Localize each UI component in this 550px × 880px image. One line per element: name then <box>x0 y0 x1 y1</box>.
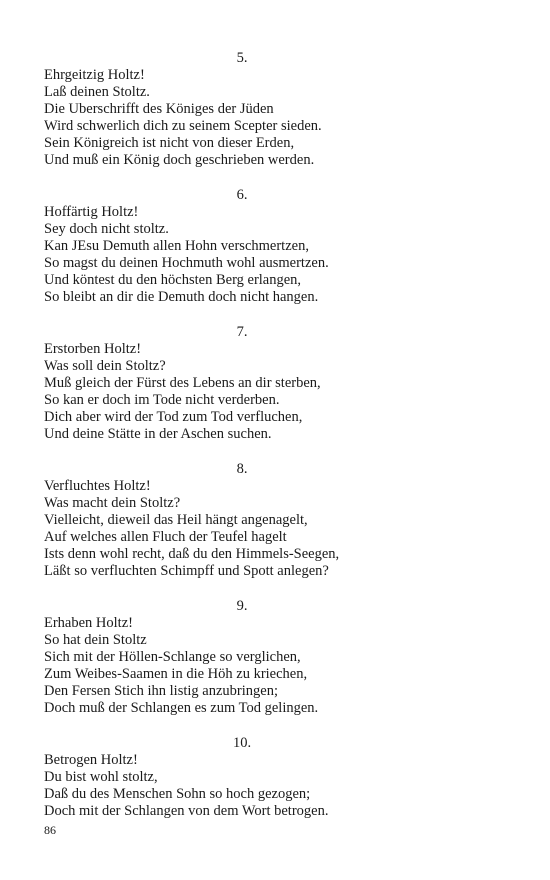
verse-line: Du bist wohl stoltz, <box>44 769 158 785</box>
verse-line: Dich aber wird der Tod zum Tod verfluchen, <box>44 409 303 425</box>
stanza-number: 5. <box>236 50 248 66</box>
stanza-number: 9. <box>236 598 248 614</box>
verse-line: Vielleicht, dieweil das Heil hängt angenagelt, <box>44 512 308 528</box>
verse-line: Zum Weibes-Saamen in die Höh zu kriechen, <box>44 666 308 682</box>
stanza-6 <box>44 187 444 306</box>
stanza-number: 8. <box>236 461 248 477</box>
stanza-8 <box>44 461 444 580</box>
verse-line: So hat dein Stoltz <box>44 632 147 648</box>
poem-page <box>44 50 444 838</box>
verse-line: Kan JEsu Demuth allen Hohn verschmertzen, <box>44 238 309 254</box>
verse-line: Laß deinen Stoltz. <box>44 84 150 100</box>
verse-line: Was macht dein Stoltz? <box>44 495 181 511</box>
verse-line: Doch mit der Schlangen von dem Wort betrogen. <box>44 803 329 819</box>
stanza-9 <box>44 598 444 717</box>
verse-line: Daß du des Menschen Sohn so hoch gezogen; <box>44 786 311 802</box>
verse-line: Erstorben Holtz! <box>44 341 142 357</box>
verse-line: Und köntest du den höchsten Berg erlangen, <box>44 272 302 288</box>
verse-line: Und deine Stätte in der Aschen suchen. <box>44 426 272 442</box>
verse-line: So kan er doch im Tode nicht verderben. <box>44 392 280 408</box>
verse-line: Betrogen Holtz! <box>44 752 138 768</box>
verse-line: Doch muß der Schlangen es zum Tod gelingen. <box>44 700 319 716</box>
verse-line: Hoffärtig Holtz! <box>44 204 139 220</box>
verse-line: Erhaben Holtz! <box>44 615 133 631</box>
verse-line: Ists denn wohl recht, daß du den Himmels-Seegen, <box>44 546 340 562</box>
stanza-7 <box>44 324 444 443</box>
verse-line: Sey doch nicht stoltz. <box>44 221 169 237</box>
stanza-number: 10. <box>232 735 252 751</box>
verse-line: Sich mit der Höllen-Schlange so verglichen, <box>44 649 301 665</box>
verse-line: Was soll dein Stoltz? <box>44 358 166 374</box>
page-number: 86 <box>44 823 56 837</box>
verse-line: Die Uberschrifft des Königes der Jüden <box>44 101 274 117</box>
verse-line: Den Fersen Stich ihn listig anzubringen; <box>44 683 278 699</box>
verse-line: Ehrgeitzig Holtz! <box>44 67 145 83</box>
verse-line: Läßt so verfluchten Schimpff und Spott anlegen? <box>44 563 329 579</box>
stanza-number: 7. <box>236 324 248 340</box>
verse-line: Auf welches allen Fluch der Teufel hagelt <box>44 529 287 545</box>
verse-line: Muß gleich der Fürst des Lebens an dir sterben, <box>44 375 321 391</box>
verse-line: Wird schwerlich dich zu seinem Scepter sieden. <box>44 118 322 134</box>
stanza-10 <box>44 735 444 820</box>
stanza-5 <box>44 50 444 169</box>
stanza-number: 6. <box>236 187 248 203</box>
verse-line: Sein Königreich ist nicht von dieser Erden, <box>44 135 295 151</box>
verse-line: Und muß ein König doch geschrieben werden. <box>44 152 315 168</box>
verse-line: Verfluchtes Holtz! <box>44 478 151 494</box>
verse-line: So bleibt an dir die Demuth doch nicht hangen. <box>44 289 319 305</box>
verse-line: So magst du deinen Hochmuth wohl ausmertzen. <box>44 255 329 271</box>
